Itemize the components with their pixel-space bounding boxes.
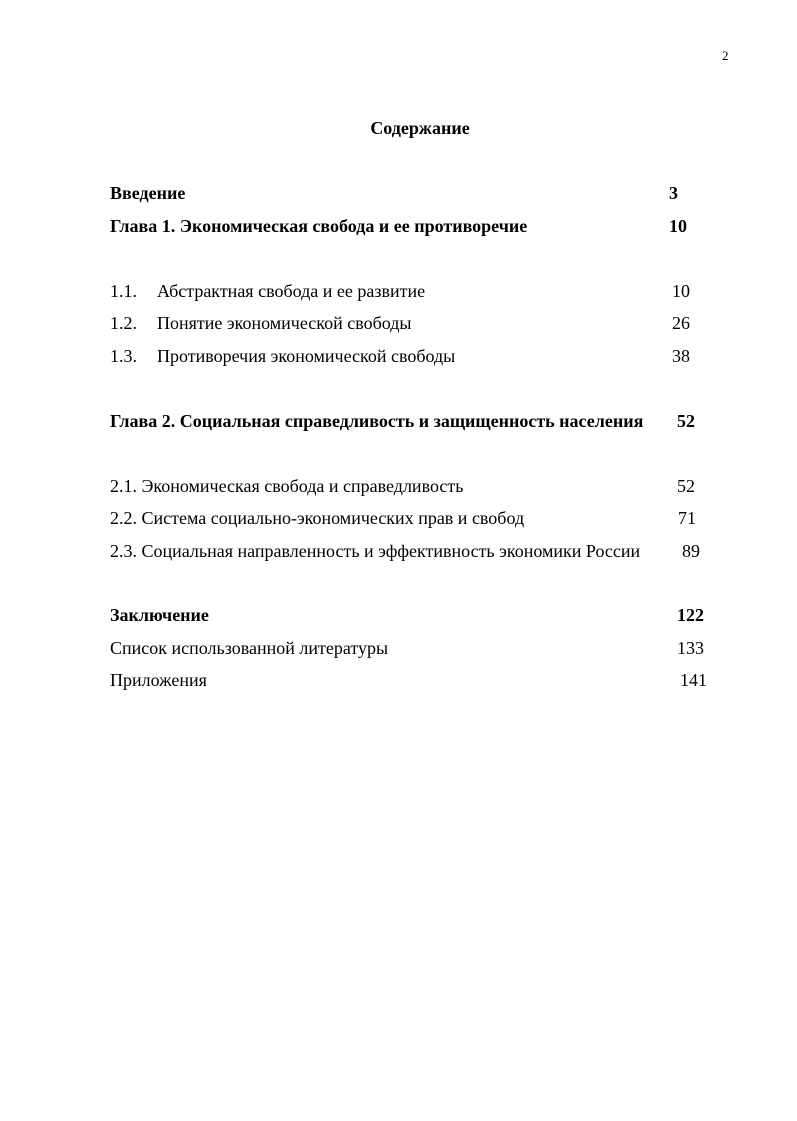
toc-entry-page: 71 <box>678 508 696 528</box>
toc-entry-label: 2.1. Экономическая свобода и справедливость <box>110 476 464 496</box>
toc-entry-page: 26 <box>672 313 690 333</box>
toc-section-number: 1.3. <box>110 346 137 366</box>
toc-entry-page: 3 <box>669 183 678 203</box>
toc-entry-page: 141 <box>680 670 707 690</box>
toc-entry-label: Противоречия экономической свободы <box>157 346 456 366</box>
toc-entry-page: 38 <box>672 346 690 366</box>
toc-entry-page: 10 <box>669 216 687 236</box>
toc-entry-label: Абстрактная свобода и ее развитие <box>157 281 426 301</box>
toc-section-number: 1.1. <box>110 281 137 301</box>
toc-entry-label: Глава 2. Социальная справедливость и защищенность населения <box>110 411 644 431</box>
toc-entry-label: Понятие экономической свободы <box>157 313 412 333</box>
toc-entry-label: Приложения <box>110 670 207 690</box>
toc-entry-page: 52 <box>677 476 695 496</box>
toc-entry-label: Введение <box>110 183 186 203</box>
toc-entry-label: Глава 1. Экономическая свобода и ее противоречие <box>110 216 528 236</box>
toc-entry-page: 52 <box>677 411 695 431</box>
toc-entry-label: 2.3. Социальная направленность и эффективность экономики России <box>110 541 641 561</box>
toc-entry-page: 133 <box>677 638 704 658</box>
toc-entry-page: 10 <box>672 281 690 301</box>
toc-entry-page: 122 <box>677 605 704 625</box>
toc-entry-label: 2.2. Система социально-экономических прав и свобод <box>110 508 525 528</box>
toc-title: Содержание <box>370 118 470 138</box>
toc-section-number: 1.2. <box>110 313 137 333</box>
toc-entry-page: 89 <box>682 541 700 561</box>
page-number: 2 <box>722 48 729 63</box>
toc-entry-label: Список использованной литературы <box>110 638 389 658</box>
toc-entry-label: Заключение <box>110 605 209 625</box>
